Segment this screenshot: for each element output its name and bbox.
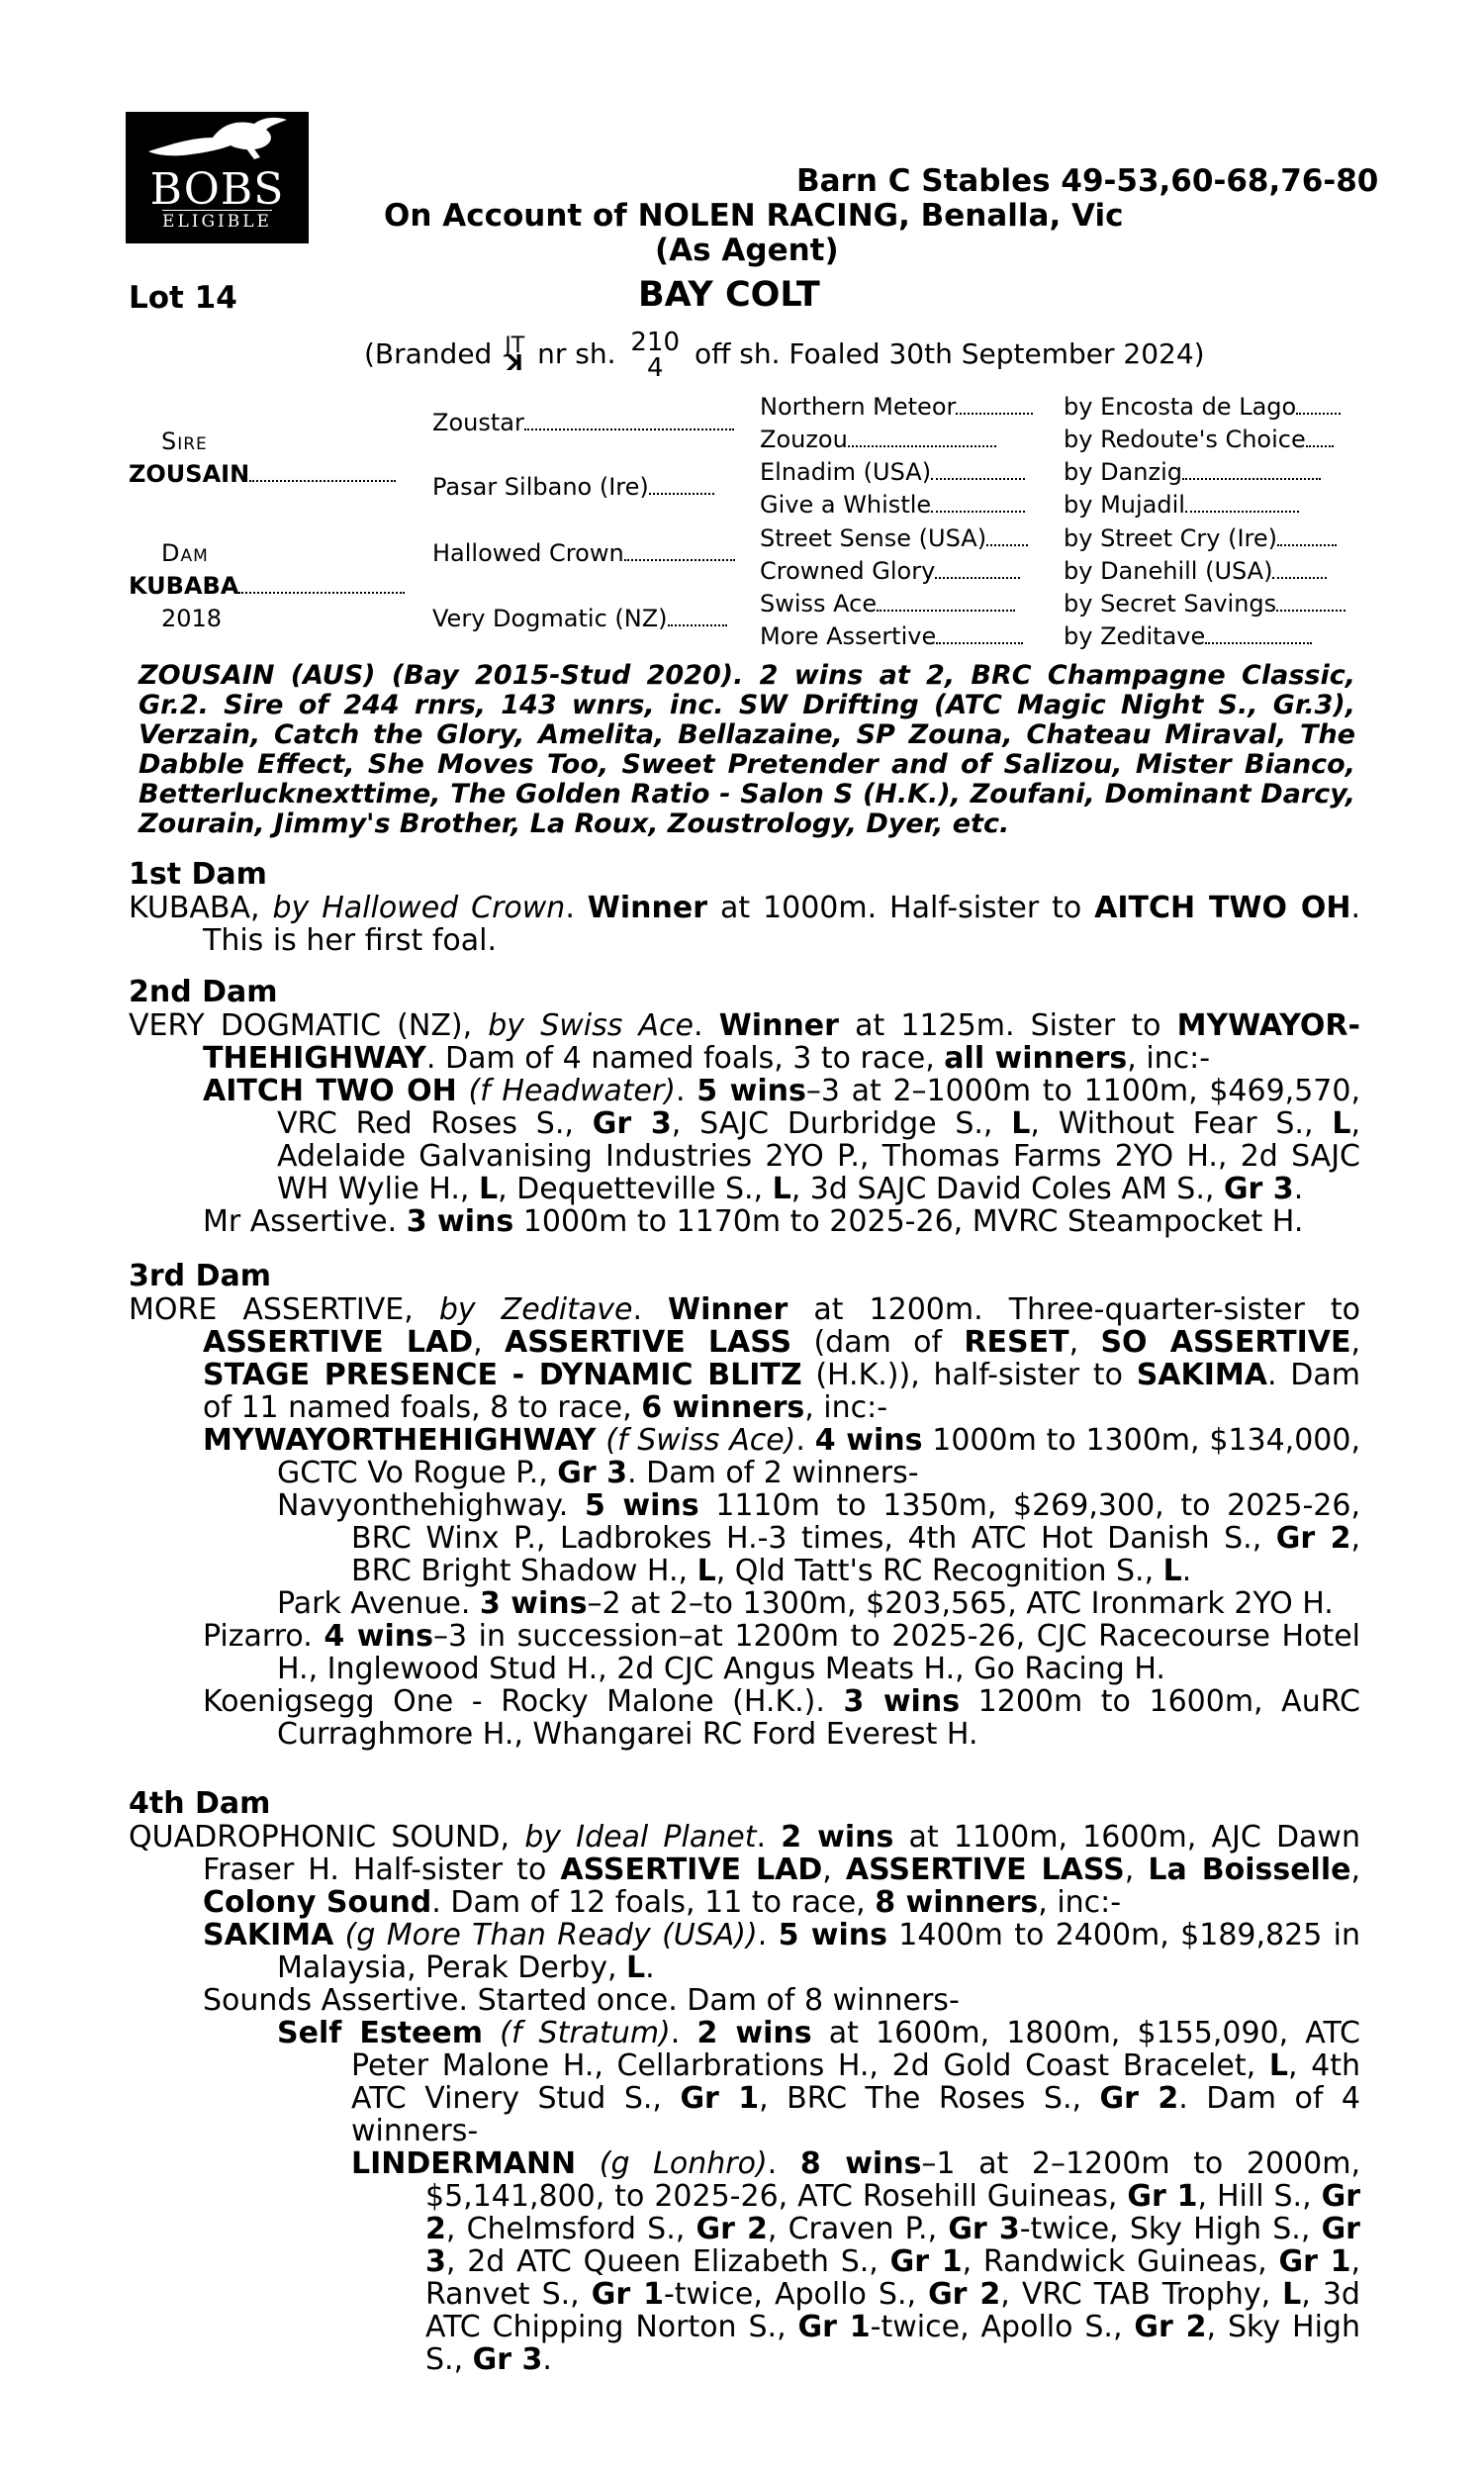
dam-year: 2018 xyxy=(161,605,223,632)
horse-title: BAY COLT xyxy=(638,275,820,315)
sire-name xyxy=(129,460,396,488)
dot-leader xyxy=(1185,511,1299,513)
section-2nd-dam: 2nd Dam xyxy=(129,975,278,1009)
gen3-text: Crowned Glory xyxy=(760,557,936,585)
brand-mark-top: JT xyxy=(505,333,525,358)
gen3-by-5 xyxy=(1064,557,1327,585)
dot-leader xyxy=(649,493,714,495)
gen3-text: Elnadim (USA) xyxy=(760,458,932,486)
gen3-by-7 xyxy=(1064,622,1312,650)
gen3-by-text: by Danzig xyxy=(1064,458,1182,486)
gen3-0 xyxy=(760,393,1033,421)
gen3-by-text: by Encosta de Lago xyxy=(1064,393,1297,421)
dot-leader xyxy=(986,544,1028,546)
gen2-3 xyxy=(432,605,727,632)
brand-mark xyxy=(505,333,525,376)
section-1st-dam: 1st Dam xyxy=(129,857,267,892)
gen2-text: Hallowed Crown xyxy=(432,539,624,567)
horse-bird-icon xyxy=(143,114,292,168)
fourth-dam-body: QUADROPHONIC SOUND, by Ideal Planet. 2 wins at 1100m, 1600m, AJC Dawn Fraser H. Half-sister to ASSERTIVE LAD, ASSERTIVE LASS, La Boisselle, Colony Sound. Dam of 12 foals, 11 to race, 8 winners, inc:- SAKIMA (g More Than Ready (USA)). 5 wins 1400m to 2400m, $189,825 in Malaysia, Perak Derby, L. Sounds Assertive. Started once. Dam of 8 winners- Self Esteem (f Stratum). 2 wins at 1600m, 1800m, $155,090, ATC Peter Malone H., Cellarbrations H., 2d Gold Coast Bracelet, L, 4th ATC Vinery Stud S., Gr 1, BRC The Roses S., Gr 2. Dam of 4 winners- LINDERMANN (g Lonhro). 8 wins–1 at 2–1200m to 2000m, $5,141,800, to 2025-26, ATC Rosehill Guineas, Gr 1, Hill S., Gr 2, Chelmsford S., Gr 2, Craven P., Gr 3-twice, Sky High S., Gr 3, 2d ATC Queen Elizabeth S., Gr 1, Randwick Guineas, Gr 1, Ranvet S., Gr 1-twice, Apollo S., Gr 2, VRC TAB Trophy, L, 3d ATC Chipping Norton S., Gr 1-twice, Apollo S., Gr 2, Sky High S., Gr 3. xyxy=(129,1820,1361,2377)
logo-line2: ELIGIBLE xyxy=(162,212,272,232)
gen2-2 xyxy=(432,539,735,567)
second-dam-body: VERY DOGMATIC (NZ), by Swiss Ace. Winner at 1125m. Sister to MYWAYOR-THEHIGHWAY. Dam of 4 named foals, 3 to race, all winners, inc:- AITCH TWO OH (f Headwater). 5 wins–3 at 2–1000m to 1100m, $469,570, VRC Red Roses S., Gr 3, SAJC Durbridge S., L, Without Fear S., L, Adelaide Galvanising Industries 2YO P., Thomas Farms 2YO H., 2d SAJC WH Wylie H., L, Dequetteville S., L, 3d SAJC David Coles AM S., Gr 3. Mr Assertive. 3 wins 1000m to 1170m to 2025-26, MVRC Steampocket H. xyxy=(129,1008,1361,1239)
gen3-by-text: by Redoute's Choice xyxy=(1064,426,1306,453)
barn-info: Barn C Stables 49-53,60-68,76-80 xyxy=(796,163,1379,199)
dot-leader xyxy=(936,642,1023,644)
bobs-eligible-logo xyxy=(126,112,309,243)
dam-name-text: KUBABA xyxy=(129,572,239,600)
gen2-text: Pasar Silbano (Ire) xyxy=(432,473,649,501)
brand-line xyxy=(364,330,1205,381)
dot-leader xyxy=(624,559,735,561)
gen3-by-6 xyxy=(1064,590,1345,618)
gen3-text: Street Sense (USA) xyxy=(760,524,987,552)
gen3-2 xyxy=(760,458,1025,486)
third-dam-body: MORE ASSERTIVE, by Zeditave. Winner at 1200m. Three-quarter-sister to ASSERTIVE LAD, ASSERTIVE LASS (dam of RESET, SO ASSERTIVE, STAGE PRESENCE - DYNAMIC BLITZ (H.K.)), half-sister to SAKIMA. Dam of 11 named foals, 8 to race, 6 winners, inc:- MYWAYORTHEHIGHWAY (f Swiss Ace). 4 wins 1000m to 1300m, $134,000, GCTC Vo Rogue P., Gr 3. Dam of 2 winners- Navyonthehighway. 5 wins 1110m to 1350m, $269,300, to 2025-26, BRC Winx P., Ladbrokes H.-3 times, 4th ATC Hot Danish S., Gr 2, BRC Bright Shadow H., L, Qld Tatt's RC Recognition S., L. Park Avenue. 3 wins–2 at 2–to 1300m, $203,565, ATC Ironmark 2YO H. Pizarro. 4 wins–3 in succession–at 1200m to 2025-26, CJC Racecourse Hotel H., Inglewood Stud H., 2d CJC Angus Meats H., Go Racing H. Koenigsegg One - Rocky Malone (H.K.). 3 wins 1200m to 1600m, AuRC Curraghmore H., Whangarei RC Ford Everest H. xyxy=(129,1292,1361,1752)
gen3-by-text: by Secret Savings xyxy=(1064,590,1277,618)
gen2-0 xyxy=(432,409,734,436)
brand-pre: (Branded xyxy=(364,337,493,370)
gen2-1 xyxy=(432,473,714,501)
dot-leader xyxy=(931,478,1025,480)
gen3-by-3 xyxy=(1064,491,1299,519)
gen3-6 xyxy=(760,590,1015,618)
dot-leader xyxy=(931,511,1025,513)
dot-leader xyxy=(238,592,405,594)
gen3-1 xyxy=(760,426,996,453)
first-dam-body: KUBABA, by Hallowed Crown. Winner at 1000m. Half-sister to AITCH TWO OH. This is her first foal. xyxy=(129,891,1361,958)
gen3-4 xyxy=(760,524,1028,552)
dot-leader xyxy=(249,480,396,482)
gen3-by-text: by Mujadil xyxy=(1064,491,1185,519)
gen3-by-4 xyxy=(1064,524,1337,552)
gen3-by-text: by Zeditave xyxy=(1064,622,1206,650)
dot-leader xyxy=(1296,413,1341,415)
dot-leader xyxy=(1205,642,1312,644)
dot-leader xyxy=(877,610,1015,612)
gen3-by-text: by Danehill (USA) xyxy=(1064,557,1273,585)
gen3-text: Swiss Ace xyxy=(760,590,878,618)
dot-leader xyxy=(1277,544,1337,546)
dot-leader xyxy=(1306,445,1334,447)
brand-mark-bottom: ꓘ xyxy=(506,351,523,376)
gen3-text: Give a Whistle xyxy=(760,491,932,519)
brand-mid: nr sh. xyxy=(537,337,616,370)
brand-fraction xyxy=(630,330,680,381)
gen2-text: Very Dogmatic (NZ) xyxy=(432,605,668,632)
gen3-5 xyxy=(760,557,1020,585)
dot-leader xyxy=(1272,577,1327,579)
dot-leader xyxy=(848,445,996,447)
lot-number: Lot 14 xyxy=(129,280,237,316)
gen2-text: Zoustar xyxy=(432,409,524,436)
section-4th-dam: 4th Dam xyxy=(129,1786,271,1821)
brand-frac-top: 210 xyxy=(630,328,681,357)
brand-frac-bottom: 4 xyxy=(646,353,664,383)
gen3-by-1 xyxy=(1064,426,1334,453)
dot-leader xyxy=(1276,610,1345,612)
account-info: On Account of NOLEN RACING, Benalla, Vic xyxy=(384,198,1124,234)
gen3-3 xyxy=(760,491,1025,519)
sire-name-text: ZOUSAIN xyxy=(129,460,250,488)
dot-leader xyxy=(935,577,1020,579)
gen3-7 xyxy=(760,622,1023,650)
gen3-text: More Assertive xyxy=(760,622,937,650)
sire-label: Sire xyxy=(161,428,208,455)
dot-leader xyxy=(1182,478,1321,480)
dam-name xyxy=(129,572,405,600)
dot-leader xyxy=(524,428,734,430)
sire-description: ZOUSAIN (AUS) (Bay 2015-Stud 2020). 2 wins at 2, BRC Champagne Classic, Gr.2. Sire of 244 rnrs, 143 wnrs, inc. SW Drifting (ATC Magic Night S., Gr.3), Verzain, Catch the Glory, Amelita, Bellazaine, SP Zouna, Chateau Miraval, The Dabble Effect, She Moves Too, Sweet Pretender and of Salizou, Mister Bianco, Betterlucknexttime, The Golden Ratio - Salon S (H.K.), Zoufani, Dominant Darcy, Zourain, Jimmy's Brother, La Roux, Zoustrology, Dyer, etc. xyxy=(139,660,1355,839)
section-3rd-dam: 3rd Dam xyxy=(129,1259,271,1293)
gen3-by-0 xyxy=(1064,393,1341,421)
dot-leader xyxy=(956,413,1033,415)
gen3-by-2 xyxy=(1064,458,1321,486)
brand-post: off sh. Foaled 30th September 2024) xyxy=(694,337,1205,370)
gen3-text: Zouzou xyxy=(760,426,848,453)
dam-label: Dam xyxy=(161,539,209,567)
dot-leader xyxy=(668,624,727,626)
logo-line1: BOBS xyxy=(149,164,285,215)
agent-info: (As Agent) xyxy=(655,233,839,268)
gen3-by-text: by Street Cry (Ire) xyxy=(1064,524,1277,552)
gen3-text: Northern Meteor xyxy=(760,393,957,421)
